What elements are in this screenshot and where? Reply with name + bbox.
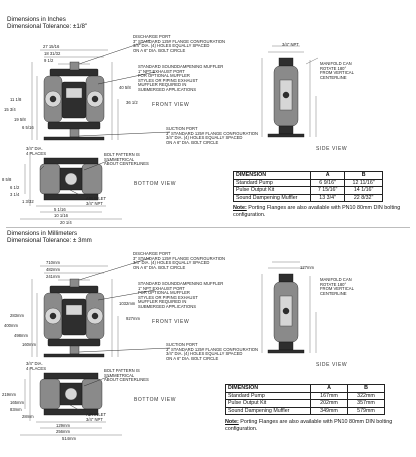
note-text: Porting Flanges are also available with PN10 80mm DIN bolting configuration. [233, 205, 401, 218]
dimension-table-mm [225, 384, 385, 415]
table-header: B [348, 385, 385, 393]
dim-482mm: 482mm [46, 267, 60, 272]
suction-port-label-mm: SUCTION PORT 3" STANDARD 125# FLANGE CONFIGURATION 3/4" DIA. (4) HOLES EQUALLY SPACED ON A 6" DIA. BOLT CIRCLE [166, 342, 259, 361]
table-cell: 202mm [311, 400, 348, 408]
table-cell: Pulse Output Kit [226, 400, 311, 408]
bottom-view-label: BOTTOM VIEW [134, 181, 177, 187]
table-cell: 322mm [348, 392, 385, 400]
dim-1-3-32: 1 3/32 [22, 199, 34, 204]
note-mm [225, 419, 405, 433]
table-cell: 349mm [311, 407, 348, 415]
places-label: 3/4" DIA. 4 PLACES [26, 146, 47, 156]
table-row [226, 400, 385, 408]
table-header: B [345, 172, 383, 180]
muffler-label-mm: STANDARD SOUNDDAMPENING MUFFLER 1" NPT EXHAUST PORT FOR OPTIONAL MUFFLER STYLES OR PIPING EXHAUST MUFFLER REQUIRED IN SUBMERGED APPLICATIONS [138, 281, 224, 309]
dim-11-1-8: 11 1/8 [10, 97, 22, 102]
dim-36-1-2: 36 1/2 [126, 100, 138, 105]
dim-498mm: 498mm [14, 333, 28, 338]
dim-9-1-2: 9 1/2 [44, 58, 54, 63]
table-row [226, 392, 385, 400]
muffler-label: STANDARD SOUNDDAMPENING MUFFLER 1" NPT EXHAUST PORT FOR OPTIONAL MUFFLER STYLES OR PIPING EXHAUST MUFFLER REQUIRED IN SUBMERGED APPLICATIONS [138, 64, 224, 92]
bottom-view-label-mm: BOTTOM VIEW [134, 397, 177, 403]
side-view-label-mm: SIDE VIEW [316, 362, 348, 368]
dim-927mm: 927mm [126, 316, 140, 321]
side-view-pump-mm [262, 262, 316, 353]
manifold-rotate-label-mm: MANIFOLD CAN ROTATE 180° FROM VERTICAL CENTERLINE [320, 277, 354, 296]
places-label-mm: 3/4" DIA. 4 PLACES [26, 361, 47, 371]
dim-256mm: 256mm [56, 429, 70, 434]
manifold-rotate-label: MANIFOLD CAN ROTATE 180° FROM VERTICAL CENTERLINE [320, 61, 354, 80]
dim-15-3-4: 15 3/4 [4, 107, 16, 112]
dim-129mm: 129mm [56, 423, 70, 428]
table-header: DIMENSION [234, 172, 311, 180]
front-view-pump-mm [32, 266, 118, 357]
table-cell: Sound Dampening Muffler [234, 194, 311, 202]
dim-165mm: 165mm [10, 400, 24, 405]
table-cell: 12 11/16" [345, 179, 383, 187]
table-cell: 357mm [348, 400, 385, 408]
front-view-label: FRONT VIEW [152, 102, 190, 108]
table-cell: 22 8/32" [345, 194, 383, 202]
dim-219mm: 219mm [2, 392, 16, 397]
table-header: A [311, 385, 348, 393]
bolt-pattern-label-mm: BOLT PATTERN IS SYMMETRICAL ABOUT CENTERLINES [104, 368, 149, 383]
table-cell: 14 1/16" [345, 187, 383, 195]
table-cell: 6 9/16" [311, 179, 345, 187]
table-cell: Pulse Output Kit [234, 187, 311, 195]
dim-400mm: 400mm [4, 323, 18, 328]
front-view-label-mm: FRONT VIEW [152, 319, 190, 325]
air-inlet-label: AIR INLET 3/4" NPT [86, 196, 107, 206]
table-row [226, 407, 385, 415]
dim-10-1-16: 10 1/16 [54, 213, 68, 218]
dim-19-5-8: 19 5/8 [14, 117, 26, 122]
dim-1032mm: 1032mm [119, 301, 136, 306]
dim-18-31-32: 18 31/32 [44, 51, 61, 56]
suction-port-label: SUCTION PORT 3" STANDARD 125# FLANGE CONFIGURATION 3/4" DIA. (4) HOLES EQUALLY SPACED ON A 6" DIA. BOLT CIRCLE [166, 126, 259, 145]
tolerance-inches: Dimensional Tolerance: ±1/8" [7, 23, 88, 31]
discharge-port-label: DISCHARGE PORT 3" STANDARD 125# FLANGE CONFIGURATION 3/4" DIA. (4) HOLES EQUALLY SPACED ON A 6" DIA. BOLT CIRCLE [133, 34, 226, 53]
air-inlet-label-mm: AIR INLET 3/4" NPT [86, 412, 107, 422]
dim-8-5-8: 8 5/8 [2, 177, 12, 182]
dim-5-1-16: 5 1/16 [54, 207, 66, 212]
table-cell: Sound Dampening Muffler [226, 407, 311, 415]
tolerance-mm: Dimensional Tolerance: ± 3mm [7, 237, 92, 245]
table-header: DIMENSION [226, 385, 311, 393]
dim-side-top: 3/4" NPT [282, 42, 299, 47]
dim-83mm: 83mm [10, 407, 22, 412]
dim-160mm: 160mm [22, 342, 36, 347]
table-cell: 579mm [348, 407, 385, 415]
dim-28mm: 28mm [22, 414, 34, 419]
dim-514mm: 514mm [62, 436, 76, 441]
note-label: Note: [225, 419, 239, 425]
table-cell: 13 3/4" [311, 194, 345, 202]
dim-27-15-16: 27 15/16 [43, 44, 60, 49]
dim-20-1-4: 20 1/4 [60, 220, 72, 225]
table-cell: 167mm [311, 392, 348, 400]
table-cell: Standard Pump [234, 179, 311, 187]
heading-mm: Dimensions in Millimeters [7, 230, 78, 237]
dim-127mm: 127mm [300, 265, 314, 270]
side-view-label: SIDE VIEW [316, 146, 348, 152]
dim-6-5-16: 6 5/16 [22, 125, 34, 130]
table-header: A [311, 172, 345, 180]
table-cell: 7 15/16" [311, 187, 345, 195]
bolt-pattern-label: BOLT PATTERN IS SYMMETRICAL ABOUT CENTERLINES [104, 152, 149, 167]
dim-6-1-2: 6 1/2 [10, 185, 20, 190]
dim-3-1-4: 3 1/4 [10, 192, 20, 197]
dim-241mm: 241mm [46, 274, 60, 279]
note-text: Porting Flanges are also available with PN10 80mm DIN bolting configuration. [225, 419, 393, 432]
note-label: Note: [233, 205, 247, 211]
dim-710mm: 710mm [46, 260, 60, 265]
dim-283mm: 283mm [10, 313, 24, 318]
table-cell: Standard Pump [226, 392, 311, 400]
heading-inches: Dimensions in Inches [7, 16, 66, 23]
discharge-port-label-mm: DISCHARGE PORT 3" STANDARD 125# FLANGE CONFIGURATION 3/4" DIA. (4) HOLES EQUALLY SPACED ON A 6" DIA. BOLT CIRCLE [133, 251, 226, 270]
dim-40-5-8: 40 5/8 [119, 85, 131, 90]
table-header-row [226, 385, 385, 393]
